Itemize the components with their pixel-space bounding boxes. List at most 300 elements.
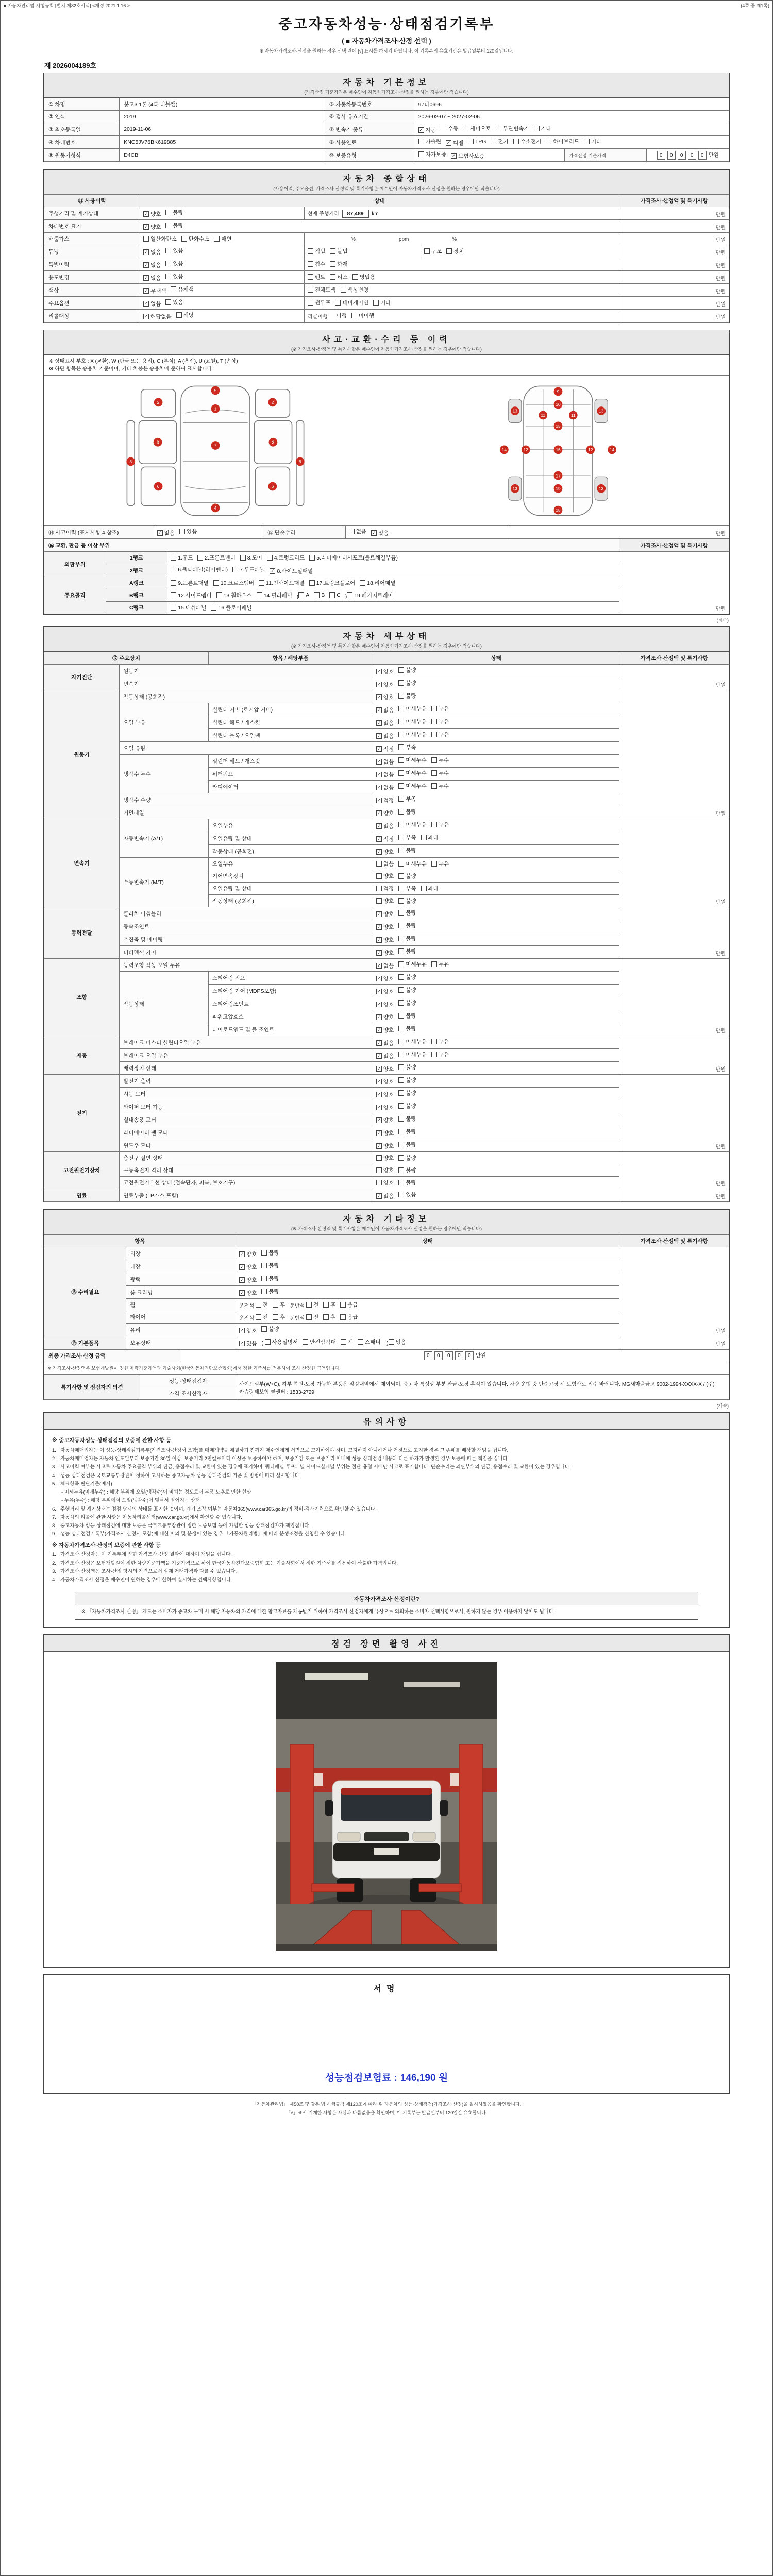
checkbox-item[interactable] [376,1179,394,1187]
checkbox-item[interactable] [257,591,292,599]
checkbox-box[interactable] [398,732,404,737]
checkbox-box[interactable]: ✓ [377,963,381,968]
checkbox-item[interactable] [143,287,166,295]
checkbox-item[interactable] [398,860,427,868]
checkbox-item[interactable] [398,769,427,777]
checkbox-box[interactable]: ✓ [377,1143,381,1148]
checkbox-item[interactable] [309,579,355,587]
checkbox-item[interactable] [398,1128,416,1136]
checkbox-item[interactable] [376,1104,394,1111]
checkbox-box[interactable] [398,770,404,776]
checkbox-box[interactable] [349,529,355,534]
checkbox-box[interactable]: ✓ [377,976,381,981]
checkbox-item[interactable] [165,273,183,280]
checkbox-box[interactable] [398,1155,404,1161]
checkbox-box[interactable]: ✓ [377,772,381,777]
checkbox-item[interactable] [376,732,394,740]
checkbox-item[interactable] [171,604,206,612]
checkbox-item[interactable] [341,286,369,294]
checkbox-box[interactable] [398,706,404,711]
checkbox-box[interactable] [398,1039,404,1044]
checkbox-item[interactable] [143,223,161,231]
checkbox-item[interactable] [431,1050,449,1058]
checkbox-item[interactable] [360,579,395,587]
checkbox-item[interactable] [179,528,197,535]
checkbox-box[interactable] [171,567,176,572]
checkbox-item[interactable] [232,566,265,573]
checkbox-box[interactable]: ✓ [377,911,381,917]
checkbox-box[interactable] [431,1039,437,1044]
checkbox-item[interactable] [330,273,347,281]
checkbox-box[interactable] [398,848,404,853]
checkbox-item[interactable] [157,529,175,537]
checkbox-item[interactable] [376,758,394,766]
checkbox-box[interactable] [431,961,437,967]
checkbox-box[interactable] [329,592,335,598]
checkbox-box[interactable] [308,274,313,280]
checkbox-item[interactable] [421,834,439,841]
checkbox-item[interactable] [261,1325,279,1333]
checkbox-item[interactable] [491,138,508,145]
checkbox-item[interactable] [376,796,394,804]
checkbox-item[interactable] [306,1301,318,1309]
checkbox-item[interactable] [431,718,449,725]
checkbox-box[interactable] [491,139,496,144]
checkbox-box[interactable]: ✓ [271,568,275,573]
checkbox-item[interactable] [398,999,416,1007]
checkbox-item[interactable] [513,138,542,145]
checkbox-box[interactable] [398,861,404,867]
checkbox-item[interactable] [239,1340,257,1347]
checkbox-item[interactable] [376,822,394,830]
checkbox-item[interactable] [171,554,193,562]
checkbox-item[interactable] [398,1102,416,1110]
checkbox-item[interactable] [298,592,309,598]
checkbox-box[interactable] [463,126,468,131]
checkbox-box[interactable] [398,693,404,699]
checkbox-box[interactable]: ✓ [377,989,381,994]
checkbox-item[interactable] [398,821,427,828]
checkbox-box[interactable] [513,139,519,144]
checkbox-box[interactable]: ✓ [144,314,148,319]
checkbox-item[interactable] [398,1076,416,1084]
checkbox-item[interactable] [496,125,529,132]
checkbox-box[interactable] [376,886,382,891]
checkbox-box[interactable] [308,287,313,293]
checkbox-item[interactable] [239,1327,257,1334]
checkbox-box[interactable] [398,680,404,686]
checkbox-box[interactable] [216,592,222,598]
checkbox-item[interactable] [376,936,394,944]
checkbox-box[interactable] [468,139,474,144]
checkbox-item[interactable] [446,139,463,147]
checkbox-box[interactable] [431,822,437,827]
checkbox-item[interactable] [376,848,394,856]
checkbox-item[interactable] [340,1301,358,1309]
checkbox-box[interactable]: ✓ [377,669,381,674]
checkbox-item[interactable] [373,299,391,307]
checkbox-item[interactable] [376,809,394,817]
checkbox-item[interactable] [330,260,347,268]
checkbox-box[interactable]: ✓ [377,924,381,929]
checkbox-box[interactable] [261,1250,267,1256]
checkbox-box[interactable] [261,1289,267,1294]
checkbox-item[interactable] [398,1038,427,1045]
checkbox-item[interactable] [143,274,161,282]
checkbox-item[interactable] [418,138,441,145]
checkbox-box[interactable] [398,923,404,928]
checkbox-box[interactable]: ✓ [372,530,376,535]
checkbox-box[interactable]: ✓ [377,836,381,841]
checkbox-box[interactable] [418,151,424,157]
checkbox-box[interactable] [496,126,501,131]
checkbox-item[interactable] [323,1313,335,1321]
checkbox-box[interactable] [376,1155,382,1161]
checkbox-item[interactable] [431,960,449,968]
checkbox-item[interactable] [376,860,394,868]
checkbox-item[interactable] [259,579,305,587]
checkbox-box[interactable] [376,861,382,867]
checkbox-item[interactable] [398,1050,427,1058]
checkbox-box[interactable] [376,898,382,904]
checkbox-box[interactable] [323,1302,329,1308]
checkbox-box[interactable] [398,886,404,891]
checkbox-box[interactable] [273,1302,278,1308]
checkbox-item[interactable] [376,668,394,675]
checkbox-item[interactable] [213,579,254,587]
checkbox-box[interactable]: ✓ [377,1105,381,1110]
checkbox-box[interactable] [398,835,404,840]
checkbox-item[interactable] [181,235,210,243]
checkbox-box[interactable] [309,580,315,586]
checkbox-item[interactable] [376,784,394,791]
checkbox-item[interactable] [398,1141,416,1148]
checkbox-box[interactable] [398,1000,404,1006]
checkbox-item[interactable] [165,260,183,267]
checkbox-item[interactable] [358,1338,380,1346]
checkbox-item[interactable] [376,693,394,701]
checkbox-item[interactable] [211,604,251,612]
checkbox-item[interactable] [143,300,161,308]
checkbox-item[interactable] [273,1301,285,1309]
checkbox-box[interactable] [329,313,334,318]
checkbox-item[interactable] [398,1025,416,1032]
checkbox-item[interactable] [546,138,579,145]
checkbox-item[interactable] [376,949,394,957]
checkbox-item[interactable] [431,731,449,738]
checkbox-item[interactable] [398,872,416,880]
checkbox-item[interactable] [398,731,427,738]
checkbox-box[interactable] [240,555,246,561]
checkbox-item[interactable] [398,795,416,803]
checkbox-box[interactable] [431,719,437,724]
checkbox-item[interactable] [329,592,341,598]
checkbox-box[interactable] [259,580,264,586]
checkbox-box[interactable] [546,139,551,144]
checkbox-item[interactable] [165,209,183,216]
checkbox-item[interactable] [143,248,161,256]
checkbox-box[interactable] [431,706,437,711]
checkbox-box[interactable] [398,1052,404,1057]
checkbox-item[interactable] [265,1338,298,1346]
checkbox-box[interactable]: ✓ [240,1341,244,1346]
checkbox-item[interactable] [398,1063,416,1071]
checkbox-item[interactable] [308,247,325,255]
checkbox-item[interactable] [376,1001,394,1008]
checkbox-item[interactable] [446,247,464,255]
checkbox-item[interactable] [376,771,394,778]
checkbox-box[interactable]: ✓ [377,707,381,713]
checkbox-box[interactable] [431,770,437,776]
checkbox-box[interactable]: ✓ [377,1117,381,1123]
checkbox-box[interactable] [398,744,404,750]
checkbox-item[interactable] [398,756,427,764]
checkbox-box[interactable]: ✓ [377,785,381,790]
checkbox-item[interactable] [267,554,305,562]
checkbox-box[interactable] [257,592,262,598]
checkbox-box[interactable] [418,139,424,144]
checkbox-box[interactable] [398,961,404,967]
checkbox-item[interactable] [143,313,172,320]
checkbox-box[interactable] [398,757,404,763]
checkbox-item[interactable] [398,692,416,700]
checkbox-item[interactable] [418,150,447,158]
checkbox-item[interactable] [431,821,449,828]
checkbox-item[interactable] [239,1276,257,1284]
checkbox-item[interactable] [270,567,313,575]
checkbox-item[interactable] [398,1191,416,1198]
checkbox-box[interactable] [165,210,171,215]
checkbox-item[interactable] [424,247,442,255]
checkbox-item[interactable] [335,299,368,307]
checkbox-box[interactable]: ✓ [144,301,148,306]
checkbox-item[interactable] [398,922,416,929]
checkbox-item[interactable] [143,210,161,218]
checkbox-box[interactable] [165,248,171,253]
checkbox-item[interactable] [534,125,551,132]
checkbox-box[interactable]: ✓ [377,810,381,816]
checkbox-box[interactable] [431,861,437,867]
checkbox-item[interactable] [431,782,449,790]
checkbox-box[interactable] [265,1339,271,1345]
checkbox-box[interactable] [398,1103,404,1109]
checkbox-box[interactable] [267,555,273,561]
checkbox-item[interactable] [398,782,427,790]
checkbox-box[interactable]: ✓ [377,1027,381,1032]
checkbox-box[interactable] [306,1314,312,1320]
checkbox-box[interactable] [398,1077,404,1083]
checkbox-item[interactable] [398,885,416,892]
checkbox-item[interactable] [376,1065,394,1073]
checkbox-box[interactable] [421,835,427,840]
checkbox-box[interactable] [441,126,446,131]
checkbox-box[interactable] [171,555,176,561]
checkbox-box[interactable]: ✓ [377,694,381,700]
checkbox-box[interactable] [256,1314,261,1320]
checkbox-item[interactable] [329,312,346,319]
checkbox-item[interactable] [398,935,416,942]
checkbox-box[interactable]: ✓ [377,798,381,803]
checkbox-box[interactable] [398,910,404,916]
checkbox-item[interactable] [463,125,491,132]
checkbox-box[interactable] [171,605,176,611]
checkbox-item[interactable] [308,273,325,281]
checkbox-box[interactable]: ✓ [240,1264,244,1269]
checkbox-box[interactable] [308,300,313,306]
checkbox-box[interactable]: ✓ [144,288,148,293]
checkbox-item[interactable] [171,591,211,599]
checkbox-item[interactable] [314,592,325,598]
checkbox-item[interactable] [376,1116,394,1124]
checkbox-item[interactable] [441,125,458,132]
checkbox-item[interactable] [376,885,394,892]
checkbox-box[interactable] [330,274,335,280]
checkbox-box[interactable] [165,261,171,266]
checkbox-box[interactable] [376,1167,382,1173]
checkbox-item[interactable] [240,554,262,562]
checkbox-box[interactable] [534,126,540,131]
checkbox-item[interactable] [398,1012,416,1020]
checkbox-item[interactable] [171,285,193,293]
checkbox-box[interactable] [398,809,404,815]
checkbox-box[interactable]: ✓ [377,720,381,725]
checkbox-box[interactable] [330,248,335,254]
checkbox-item[interactable] [176,311,194,319]
checkbox-item[interactable] [214,235,231,243]
checkbox-box[interactable] [398,1192,404,1197]
checkbox-item[interactable] [376,1013,394,1021]
checkbox-item[interactable] [398,986,416,994]
checkbox-item[interactable] [398,743,416,751]
checkbox-box[interactable] [261,1263,267,1268]
checkbox-box[interactable] [213,580,219,586]
checkbox-box[interactable]: ✓ [158,530,162,535]
checkbox-item[interactable] [376,872,394,880]
checkbox-box[interactable] [431,732,437,737]
checkbox-item[interactable] [261,1287,279,1295]
checkbox-item[interactable] [261,1275,279,1282]
checkbox-box[interactable]: ✓ [377,733,381,738]
checkbox-box[interactable]: ✓ [144,249,148,255]
checkbox-box[interactable] [398,1013,404,1019]
checkbox-item[interactable] [398,1179,416,1187]
checkbox-box[interactable]: ✓ [377,1066,381,1071]
checkbox-item[interactable] [398,897,416,905]
checkbox-box[interactable]: ✓ [419,127,423,132]
checkbox-box[interactable] [398,987,404,993]
checkbox-box[interactable]: ✓ [240,1328,244,1333]
checkbox-box[interactable] [171,286,176,292]
checkbox-item[interactable] [303,1338,336,1346]
checkbox-item[interactable] [197,554,235,562]
checkbox-item[interactable] [256,1301,268,1309]
checkbox-item[interactable] [347,591,393,599]
checkbox-box[interactable] [398,1090,404,1096]
checkbox-box[interactable] [197,555,203,561]
checkbox-item[interactable] [584,138,601,145]
checkbox-item[interactable] [376,1039,394,1047]
checkbox-item[interactable] [376,745,394,753]
checkbox-item[interactable] [398,834,416,841]
checkbox-box[interactable] [398,1116,404,1122]
checkbox-box[interactable]: ✓ [451,153,456,158]
checkbox-box[interactable] [398,1167,404,1173]
checkbox-box[interactable] [398,974,404,980]
checkbox-item[interactable] [376,1026,394,1034]
checkbox-item[interactable] [239,1263,257,1271]
checkbox-item[interactable] [376,681,394,688]
checkbox-item[interactable] [308,286,336,294]
checkbox-box[interactable] [351,313,357,318]
checkbox-box[interactable]: ✓ [377,1079,381,1084]
checkbox-box[interactable] [398,873,404,879]
checkbox-box[interactable] [340,1314,346,1320]
checkbox-item[interactable] [398,679,416,687]
checkbox-box[interactable]: ✓ [377,1053,381,1058]
checkbox-item[interactable] [376,706,394,714]
checkbox-item[interactable] [389,1338,406,1346]
checkbox-box[interactable]: ✓ [377,937,381,942]
checkbox-box[interactable] [431,783,437,789]
checkbox-box[interactable] [360,580,365,586]
checkbox-box[interactable]: ✓ [377,1193,381,1198]
checkbox-box[interactable]: ✓ [377,746,381,751]
checkbox-item[interactable] [306,1313,318,1321]
checkbox-item[interactable] [323,1301,335,1309]
checkbox-box[interactable] [358,1339,363,1345]
checkbox-box[interactable] [398,796,404,802]
checkbox-item[interactable] [256,1313,268,1321]
checkbox-box[interactable] [330,261,335,267]
checkbox-item[interactable] [431,860,449,868]
checkbox-box[interactable]: ✓ [144,262,148,267]
checkbox-box[interactable] [261,1326,267,1332]
checkbox-box[interactable] [261,1276,267,1281]
checkbox-box[interactable] [424,248,430,254]
checkbox-item[interactable] [261,1249,279,1257]
checkbox-box[interactable]: ✓ [240,1277,244,1282]
checkbox-box[interactable]: ✓ [144,224,148,229]
checkbox-box[interactable]: ✓ [377,759,381,764]
checkbox-box[interactable] [211,605,216,611]
checkbox-item[interactable] [398,808,416,816]
checkbox-box[interactable] [165,274,171,279]
checkbox-item[interactable] [171,566,228,573]
checkbox-item[interactable] [376,1129,394,1137]
checkbox-box[interactable] [323,1314,329,1320]
checkbox-box[interactable] [431,757,437,763]
checkbox-box[interactable] [165,223,171,228]
checkbox-box[interactable] [232,567,238,572]
checkbox-item[interactable] [165,247,183,255]
checkbox-box[interactable] [171,580,176,586]
checkbox-item[interactable] [340,1313,358,1321]
checkbox-item[interactable] [239,1289,257,1297]
checkbox-box[interactable] [347,592,352,598]
checkbox-item[interactable] [418,126,436,134]
checkbox-box[interactable] [584,139,590,144]
checkbox-box[interactable] [398,936,404,941]
checkbox-box[interactable] [398,667,404,673]
checkbox-box[interactable] [308,261,313,267]
checkbox-item[interactable] [165,298,183,306]
checkbox-box[interactable] [341,1339,346,1345]
checkbox-item[interactable] [216,591,252,599]
checkbox-item[interactable] [398,718,427,725]
checkbox-item[interactable] [468,139,486,145]
checkbox-box[interactable] [298,592,304,598]
checkbox-box[interactable] [341,287,346,293]
